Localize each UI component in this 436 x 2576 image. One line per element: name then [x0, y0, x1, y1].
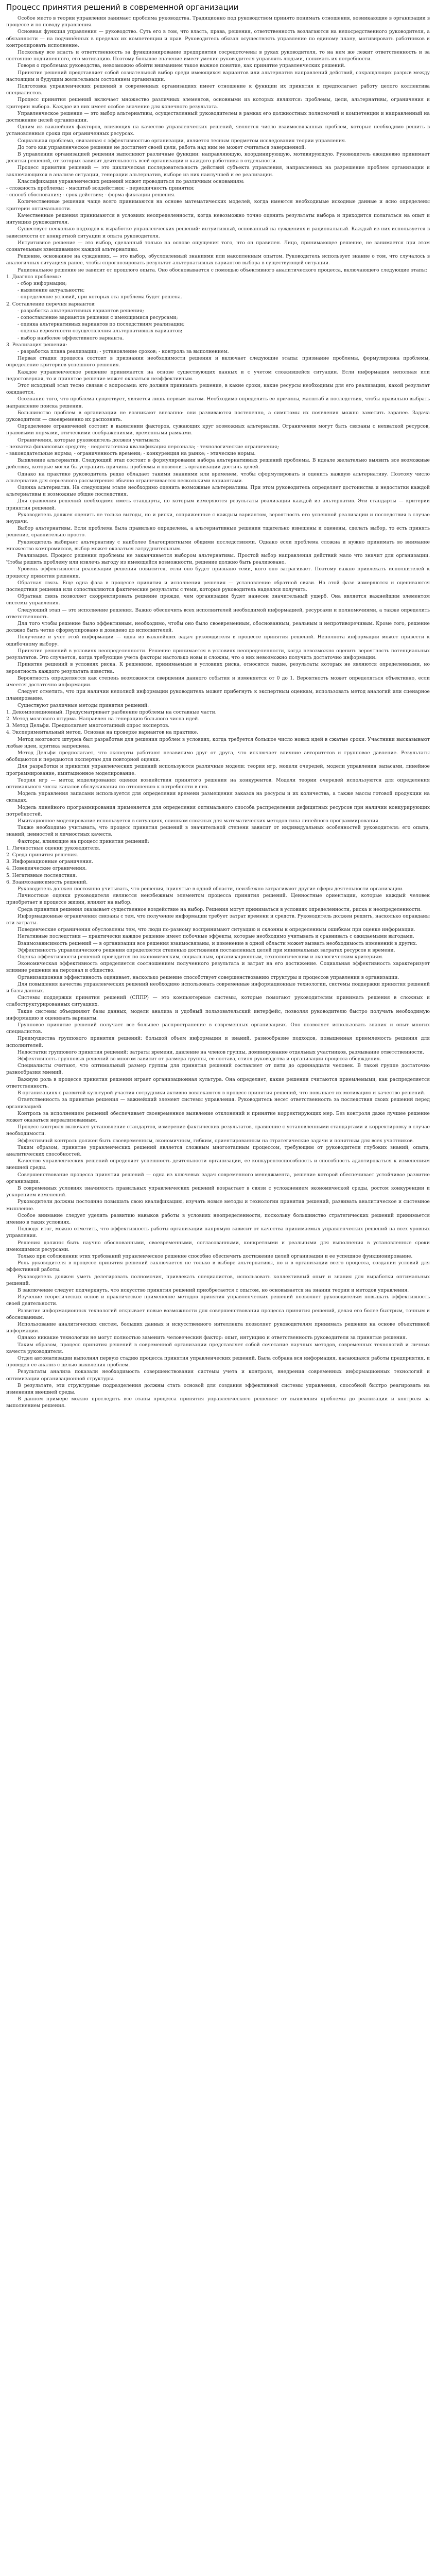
paragraph: Отдел автоматизации выполнял первую стадию процесса принятия управленческих решений. Была собрана вся информация, касающаяся работы предприятия, и проведен ее анализ с целью выявления проблем.: [6, 1355, 430, 1368]
paragraph: Негативные последствия — практически каждое решение имеет побочные эффекты, которые необходимо учитывать и сравнивать с ожидаемыми выгодами.: [18, 934, 414, 940]
paragraph: 2. Среда принятия решения.: [6, 852, 79, 858]
paragraph: Обратная связь. Еще одна фаза в процессе принятия и исполнения решения — установление обратной связи. На этой фазе измеряются и оцениваются последствия решения или сопоставляются фактические результаты с теми, которые руководитель надеялся получить.: [6, 580, 430, 593]
paragraph: Одним из важнейших факторов, влияющих на качество управленческих решений, является число взаимосвязанных проблем, которые необходимо решить в установленные сроки при ограниченных ресурсах.: [6, 124, 430, 137]
paragraph: Социальная проблема, связанная с эффективностью организации, является тесным предметом исследования теории управления.: [18, 138, 346, 144]
paragraph: - оценка альтернативных вариантов по последствиям реализации;: [18, 321, 185, 328]
paragraph: Однако никакие технологии не могут полностью заменить человеческий фактор: опыт, интуицию и ответственность руководителя за принятые решения.: [18, 1335, 407, 1341]
paragraph: Этот исходный этап тесно связан с вопросами: кто должен принимать решение, в какие сроки, какие ресурсы необходимы для его реализации, какой результат ожидается.: [6, 382, 430, 396]
paragraph: - разработка плана реализации; - установление сроков; - контроль за выполнением.: [18, 348, 229, 354]
paragraph: 1. Диагноз проблемы:: [6, 274, 62, 280]
paragraph: Преимущества группового принятия решений: большой объем информации и знаний, разнообразие подходов, повышенная приемлемость решения для исполнителей.: [6, 1036, 430, 1048]
paragraph: - законодательные нормы; - ограниченность времени; - конкуренция на рынке; - этические нормы.: [6, 451, 256, 456]
paragraph: Модель управления запасами используется для определения времени размещения заказов на ресурсы и их количества, а также массы готовой продукции на складах.: [6, 791, 430, 804]
paragraph: Недостатки группового принятия решений: затраты времени, давление на членов группы, доминирование отдельных участников, размывание ответственности.: [18, 1049, 424, 1055]
paragraph: Принятие решений представляет собой сознательный выбор среди имеющихся вариантов или альтернатив направлений действий, сокращающих разрыв между настоящим и будущим желательным состоянием организации.: [6, 70, 430, 82]
page-title: Процесс принятия решений в современной организации: [6, 3, 239, 12]
paragraph: Для разработки и принятия управленческих решений используются различные модели: теория игр, модели очередей, модели управления запасами, линейное программирование, имитационное моделирование.: [6, 764, 430, 776]
paragraph: Для того чтобы решение было эффективным, необходимо, чтобы оно было своевременным, обоснованным, реальным и непротиворечивым. Кроме того, решение должно быть четко сформулировано и доведено до исполнителей.: [6, 621, 430, 634]
paragraph: Только при соблюдении этих требований управленческое решение способно обеспечить достижение целей организации и ее успешное функционирование.: [18, 1253, 413, 1259]
paragraph: Эффективность управленческого решения определяется степенью достижения поставленных целей при минимальных затратах ресурсов и времени.: [18, 947, 395, 953]
paragraph: 3. Реализация решения:: [6, 342, 67, 348]
paragraph: Контроль за исполнением решений обеспечивает своевременное выявление отклонений и принятие корректирующих мер. Без контроля даже лучшее решение может оказаться нереализованным.: [6, 1110, 430, 1123]
paragraph: Определение ограничений состоит в выявлении факторов, сужающих круг возможных альтернатив. Ограничения могут быть связаны с нехваткой ресурсов, правовыми нормами, этическими соображениями, временными рамками.: [6, 423, 430, 436]
paragraph: Результаты анализа показали необходимость совершенствования системы учета и контроля, внедрения современных информационных технологий и оптимизации организационной структуры.: [6, 1369, 430, 1382]
paragraph: Экономическая эффективность определяется соотношением полученного результата и затрат на его достижение. Социальная эффективность характеризует влияние решения на персонал и общество.: [6, 961, 430, 974]
paragraph: Ограничения, которые руководитель должен учитывать:: [18, 437, 161, 443]
paragraph: В современных условиях значимость правильных управленческих решений возрастает в связи с усложнением экономической среды, ростом конкуренции и ускорением изменений.: [6, 1185, 430, 1198]
paragraph: Процесс принятия решений включает множество различных элементов, основными из которых являются: проблемы, цели, альтернативы, ограничения и критерии выбора. Каждое из них имеет особое значение для конечного результата.: [6, 97, 430, 110]
paragraph: Принятие решений в условиях неопределенности. Решение принимается в условиях неопределенности, когда невозможно оценить вероятность потенциальных результатов. Это случается, когда требующие учета факторы настолько новы и сложны, что о них невозможно получить достаточно информации.: [6, 648, 430, 661]
paragraph: Качество управленческих решений определяет успешность деятельности организации, ее конкурентоспособность и способность адаптироваться к изменениям внешней среды.: [6, 1158, 430, 1171]
paragraph: 6. Взаимозависимость решений.: [6, 879, 88, 885]
paragraph: Качественные решения принимаются в условиях неопределенности, когда невозможно точно оценить результаты выбора и приходится полагаться на опыт и интуицию руководителя.: [6, 212, 430, 226]
paragraph: Факторы, влияющие на процесс принятия решений:: [18, 838, 149, 844]
paragraph: 1. Декомпозиционный. Предусматривает разбиение проблемы на составные части.: [6, 709, 217, 715]
paragraph: Обратная связь позволяет скорректировать решение прежде, чем организации будет нанесен значительный ущерб. Она является важнейшим элементом системы управления.: [6, 594, 430, 606]
paragraph: Эффективность групповых решений во многом зависит от размера группы, ее состава, стиля руководства и организации процесса обсуждения.: [18, 1056, 381, 1062]
paragraph: Эффективный контроль должен быть своевременным, экономичным, гибким, ориентированным на стратегические задачи и понятным для всех участников.: [18, 1138, 414, 1144]
paragraph: Решения должны быть научно обоснованными, своевременными, согласованными, конкретными и реальными для выполнения в установленные сроки имеющимися ресурсами.: [6, 1240, 430, 1252]
paragraph: Классификация управленческих решений может проводиться по различным основаниям:: [18, 178, 245, 184]
paragraph: - сопоставление вариантов решения с имеющимися ресурсами;: [18, 314, 178, 320]
paragraph: Ответственность за принятые решения — важнейший элемент системы управления. Руководитель несет ответственность за последствия своих решений перед организацией.: [6, 1097, 430, 1110]
paragraph: 3. Метод Дельфи. Предполагает многоэтапный опрос экспертов.: [6, 723, 170, 729]
paragraph: Существуют различные методы принятия решений:: [18, 702, 149, 708]
paragraph: 4. Экспериментальный метод. Основан на проверке вариантов на практике.: [6, 730, 199, 736]
paragraph: 5. Негативные последствия.: [6, 872, 77, 878]
paragraph: 2. Метод мозгового штурма. Направлен на генерацию большого числа идей.: [6, 716, 200, 722]
paragraph: 2. Составление перечня вариантов:: [6, 301, 96, 307]
paragraph: Специалисты считают, что оптимальный размер группы для принятия решений составляет от пяти до одиннадцати человек. В такой группе достаточно разнообразия мнений.: [6, 1063, 430, 1076]
paragraph: 4. Поведенческие ограничения.: [6, 866, 87, 872]
paragraph: Особое место в теории управления занимает проблема руководства. Традиционно под руководством принято понимать отношения, возникающие в организации в процессе и по поводу управления.: [6, 15, 430, 28]
paragraph: Основная функция управления — руководство. Суть его в том, что власть, права, решения, ответственность возлагаются на непосредственного руководителя, а обязанности — на подчинённых в пределах их компетенции и прав. Руководитель обязан осуществлять управление по единому плану, мотивировать работников и контролировать исполнение.: [6, 29, 430, 48]
paragraph: Большинство проблем в организации не возникают внезапно: они развиваются постепенно, а симптомы их появления можно заметить заранее. Задача руководителя — своевременно их распознать.: [6, 410, 430, 422]
paragraph: Личностные оценки руководителя являются неизбежным элементом процесса принятия решений. Ценностные ориентации, которые каждый человек приобретает в процессе жизни, влияют на выбор.: [6, 893, 430, 906]
paragraph: Системы поддержки принятия решений (СППР) — это компьютерные системы, которые помогают руководителям принимать решения в сложных и слабоструктурированных ситуациях.: [6, 995, 430, 1008]
paragraph: Метод мозгового штурма был разработан для решения проблем в условиях, когда требуется большое число новых идей в сжатые сроки. Участники высказывают любые идеи, критика запрещена.: [6, 736, 430, 749]
article-body: [6, 15, 430, 1410]
paragraph: Руководитель должен оценить не только выгоды, но и риски, сопряженные с каждым вариантом, вероятность его успешной реализации и последствия в случае неудачи.: [6, 512, 430, 525]
paragraph: Подготовка управленческих решений в современных организациях имеет отношение к функции их принятия и предполагает работу целого коллектива специалистов.: [6, 83, 430, 96]
paragraph: В организациях с развитой культурой участия сотрудники активно вовлекаются в процесс принятия решений, что повышает их мотивацию и качество решений.: [18, 1090, 426, 1096]
paragraph: - выбор наиболее эффективного варианта.: [18, 335, 124, 341]
paragraph: Оценка альтернатив. На следующем этапе необходимо оценить возможные альтернативы. При этом руководитель определяет достоинства и недостатки каждой альтернативы и возможные общие последствия.: [6, 485, 430, 498]
paragraph: - способ обоснования; - срок действия; - форма фиксации решения.: [6, 192, 176, 198]
paragraph: В заключение следует подчеркнуть, что искусство принятия решений приобретается с опытом, но основывается на знании теории и методов управления.: [18, 1287, 409, 1293]
paragraph: Организационная эффективность оценивает, насколько решение способствует совершенствованию структуры и процессов управления в организации.: [18, 974, 399, 980]
paragraph: В управлении организацией решения выполняют различные функции: направляющую, координирующую, мотивирующую. Руководитель ежедневно принимает десятки решений, от которых зависит деятельность всей организации и каждого работника в отдельности.: [6, 151, 430, 164]
paragraph: - сложность проблемы; - масштаб воздействия; - периодичность принятия;: [6, 185, 195, 192]
paragraph: Вероятность определяется как степень возможности свершения данного события и изменяется от 0 до 1. Вероятность может определяться объективно, если имеется достаточно информации.: [6, 675, 430, 688]
paragraph: Также необходимо учитывать, что процесс принятия решений в значительной степени зависит от индивидуальных особенностей руководителя: его опыта, знаний, ценностей и личностных качеств.: [6, 825, 430, 838]
paragraph: - оценка вероятности осуществления альтернативных вариантов;: [18, 328, 183, 334]
paragraph: Первая стадия процесса состоит в признании необходимости решения и включает следующие этапы: признание проблемы, формулировка проблемы, определение критериев успешного решения.: [6, 355, 430, 368]
paragraph: Среда принятия решения оказывает существенное воздействие на выбор. Решения могут приниматься в условиях определенности, риска и неопределенности.: [18, 906, 422, 912]
paragraph: Таким образом, процесс принятия решений в современной организации представляет собой сочетание научных методов, современных технологий и личных качеств руководителя.: [6, 1342, 430, 1354]
paragraph: Групповое принятие решений получает все большее распространение в современных организациях. Оно позволяет использовать знания и опыт многих специалистов.: [6, 1022, 430, 1035]
paragraph: Особое внимание следует уделять развитию навыков работы в условиях неопределенности, поскольку большинство стратегических решений принимается именно в таких условиях.: [6, 1212, 430, 1225]
paragraph: Количественные решения чаще всего принимаются на основе математических моделей, когда имеются необходимые исходные данные и ясно определены критерии оптимальности.: [6, 199, 430, 212]
paragraph: Получение и учет этой информации — одна из важнейших задач руководителя в процессе принятия решений. Неполнота информации может привести к ошибочному выбору.: [6, 634, 430, 647]
paragraph: Для повышения качества управленческих решений необходимо использовать современные информационные технологии, системы поддержки принятия решений и базы данных.: [6, 981, 430, 994]
paragraph: Поведенческие ограничения обусловлены тем, что люди по-разному воспринимают ситуацию и склонны к определенным ошибкам при оценке информации.: [18, 927, 415, 933]
paragraph: 3. Информационные ограничения.: [6, 859, 93, 865]
paragraph: Использование аналитических систем, больших данных и искусственного интеллекта позволяет руководителям принимать решения на основе объективной информации.: [6, 1321, 430, 1334]
paragraph: В данном примере можно проследить все этапы процесса принятия управленческого решения: от выявления проблемы до реализации и контроля за выполнением решения.: [6, 1396, 430, 1409]
paragraph: Для сравнения решений необходимо иметь стандарты, по которым измеряются результаты реализации каждой из альтернатив. Эти стандарты — критерии принятия решений.: [6, 498, 430, 511]
paragraph: Важную роль в процессе принятия решений играет организационная культура. Она определяет, какие решения считаются приемлемыми, как распределяется ответственность.: [6, 1076, 430, 1089]
paragraph: Изучение теоретических основ и практическое применение методов принятия управленческих решений позволяет руководителям повышать эффективность своей деятельности.: [6, 1294, 430, 1307]
paragraph: Процесс принятия решений — это циклическая последовательность действий субъекта управления, направленных на разрешение проблем организации и заключающихся в анализе ситуации, генерации альтернатив, выборе из них наилучшей и ее реализации.: [6, 165, 430, 178]
paragraph: Осознание того, что проблема существует, является лишь первым шагом. Необходимо определить ее причины, масштаб и последствия, чтобы правильно выбрать направление поиска решения.: [6, 396, 430, 409]
paragraph: Развитие информационных технологий открывает новые возможности для совершенствования процесса принятия решений, делая его более быстрым, точным и обоснованным.: [6, 1308, 430, 1320]
paragraph: Уровень эффективности реализации решения повысится, если оно будет признано теми, кого оно затрагивает. Поэтому важно привлекать исполнителей к процессу принятия решения.: [6, 566, 430, 579]
paragraph: Выявление альтернатив. Следующий этап состоит в формулировании набора альтернативных решений проблемы. В идеале желательно выявить все возможные действия, которые могли бы устранить причины проблемы и позволить организации достичь целей.: [6, 457, 430, 470]
paragraph: Руководители должны постоянно повышать свою квалификацию, изучать новые методы и технологии принятия решений, развивать аналитическое и системное мышление.: [6, 1199, 430, 1212]
paragraph: Роль руководителя в процессе принятия решений заключается не только в выборе альтернативы, но и в организации всего процесса, создании условий для эффективной работы.: [6, 1260, 430, 1273]
paragraph: Имитационное моделирование используется в ситуациях, слишком сложных для математических методов типа линейного программирования.: [18, 818, 380, 824]
paragraph: Управленческое решение — это выбор альтернативы, осуществленный руководителем в рамках его должностных полномочий и компетенции и направленный на достижение целей организации.: [6, 110, 430, 124]
paragraph: Модель линейного программирования применяется для определения оптимального способа распределения дефицитных ресурсов при наличии конкурирующих потребностей.: [6, 804, 430, 817]
paragraph: - нехватка финансовых средств; - недостаточная квалификация персонала; - технологические ограничения;: [6, 444, 279, 450]
paragraph: Информационные ограничения связаны с тем, что получение информации требует затрат времени и средств. Руководитель должен решить, насколько оправданы эти затраты.: [6, 913, 430, 926]
paragraph: Таким образом, принятие управленческих решений является сложным многоэтапным процессом, требующим от руководителя глубоких знаний, опыта, аналитических способностей.: [6, 1144, 430, 1157]
paragraph: Метод Дельфи предполагает, что эксперты работают независимо друг от друга, что исключает влияние авторитетов и групповое давление. Результаты обобщаются и передаются экспертам для повторной оценки.: [6, 750, 430, 763]
paragraph: Следующий этап — это исполнение решения. Важно обеспечить всех исполнителей необходимой информацией, ресурсами и полномочиями, а также определить ответственность.: [6, 607, 430, 620]
paragraph: Такие системы объединяют базы данных, модели анализа и удобный пользовательский интерфейс, позволяя руководителю быстро получать необходимую информацию и оценивать варианты.: [6, 1008, 430, 1021]
paragraph: Поскольку все власть и ответственность за функционирование предприятия сосредоточены в руках руководителя, то на нем же лежит ответственность и за состояние подчиненного, его мотивацию. Поэтому большое значение имеет умение руководителя управлять людьми, понимать их потребности.: [6, 49, 430, 62]
paragraph: Рациональное решение не зависит от прошлого опыта. Оно обосновывается с помощью объективного аналитического процесса, включающего следующие этапы:: [18, 267, 428, 273]
paragraph: Интуитивное решение — это выбор, сделанный только на основе ощущения того, что он правилен. Лицо, принимающее решение, не занимается при этом сознательным взвешиванием каждой альтернативы.: [6, 240, 430, 252]
paragraph: Взаимозависимость решений — в организации все решения взаимосвязаны, и изменение в одной области может вызвать необходимость изменений в других.: [18, 940, 417, 946]
paragraph: Следует отметить, что при наличии неполной информации руководитель может прибегнуть к экспертным оценкам, использовать метод аналогий или сценарное планирование.: [6, 689, 430, 702]
paragraph: До того как управленческое решение не достигнет своей цели, работа над ним не может считаться завершенной.: [18, 144, 306, 150]
paragraph: Оценка эффективности решений проводится по экономическим, социальным, организационным, технологическим и экологическим критериям.: [18, 954, 383, 960]
paragraph: Подводя итог, можно отметить, что эффективность работы организации напрямую зависит от качества принимаемых управленческих решений на всех уровнях управления.: [6, 1226, 430, 1239]
paragraph: 1. Личностные оценки руководителя.: [6, 845, 101, 851]
paragraph: Руководитель должен уметь делегировать полномочия, привлекать специалистов, использовать коллективный опыт и знания для выработки оптимальных решений.: [6, 1274, 430, 1286]
paragraph: Руководитель должен постоянно учитывать, что решения, принятые в одной области, неизбежно затрагивают другие сферы деятельности организации.: [18, 886, 404, 892]
paragraph: Решение, основанное на суждениях, — это выбор, обусловленный знаниями или накопленным опытом. Руководитель использует знание о том, что случалось в аналогичных ситуациях ранее, чтобы спрогнозировать результат альтернативных вариантов выбора в существующей ситуации.: [6, 253, 430, 266]
paragraph: Совершенствование процесса принятия решений — одна из ключевых задач современного менеджмента, решение которой обеспечивает устойчивое развитие организации.: [6, 1172, 430, 1184]
paragraph: - разработка альтернативных вариантов решения;: [18, 308, 144, 314]
paragraph: Теория игр — метод моделирования оценки воздействия принятого решения на конкурентов. Модели теории очередей используются для определения оптимального числа каналов обслуживания по отношению к потребности в них.: [6, 777, 430, 790]
paragraph: - определение условий, при которых эта проблема будет решена.: [18, 294, 182, 300]
paragraph: Говоря о проблемах руководства, невозможно обойти вниманием такое важное понятие, как принятие управленческих решений.: [18, 63, 346, 69]
paragraph: - выявление актуальности;: [18, 287, 85, 294]
paragraph: Процесс контроля включает установление стандартов, измерение фактических результатов, сравнение с установленными стандартами и корректировку в случае необходимости.: [6, 1124, 430, 1137]
paragraph: Реализация. Процесс решения проблемы не заканчивается выбором альтернативы. Простой выбор направления действий мало что значит для организации. Чтобы решить проблему или извлечь выгоду из имеющейся возможности, решение должно быть реализовано.: [6, 553, 430, 566]
paragraph: Руководитель выбирает альтернативу с наиболее благоприятными общими последствиями. Однако если проблема сложна и нужно принимать во внимание множество компромиссов, выбор может оказаться затруднительным.: [6, 539, 430, 552]
paragraph: Однако на практике руководитель редко обладает такими знаниями или временем, чтобы сформулировать и оценить каждую альтернативу. Поэтому число альтернатив для серьезного рассмотрения обычно ограничивается несколькими вариантами.: [6, 471, 430, 484]
paragraph: Принятие решений в условиях риска. К решениям, принимаемым в условиях риска, относятся такие, результаты которых не являются определенными, но вероятность каждого результата известна.: [6, 662, 430, 674]
paragraph: - сбор информации;: [18, 280, 67, 286]
paragraph: Существует несколько подходов к выработке управленческих решений: интуитивный, основанный на суждениях и рациональный. Каждый из них используется в зависимости от конкретной ситуации и опыта руководителя.: [6, 226, 430, 239]
paragraph: В результате, эти структурные подразделения должны стать основой для создания эффективной системы управления, способной быстро реагировать на изменения внешней среды.: [6, 1382, 430, 1396]
paragraph: Каждое управленческое решение принимается на основе существующих данных и с учетом сложившейся ситуации. Если информация неполная или недостоверная, то и принятое решение может оказаться неэффективным.: [6, 369, 430, 382]
paragraph: Выбор альтернативы. Если проблема была правильно определена, а альтернативные решения тщательно взвешены и оценены, сделать выбор, то есть принять решение, сравнительно просто.: [6, 526, 430, 538]
